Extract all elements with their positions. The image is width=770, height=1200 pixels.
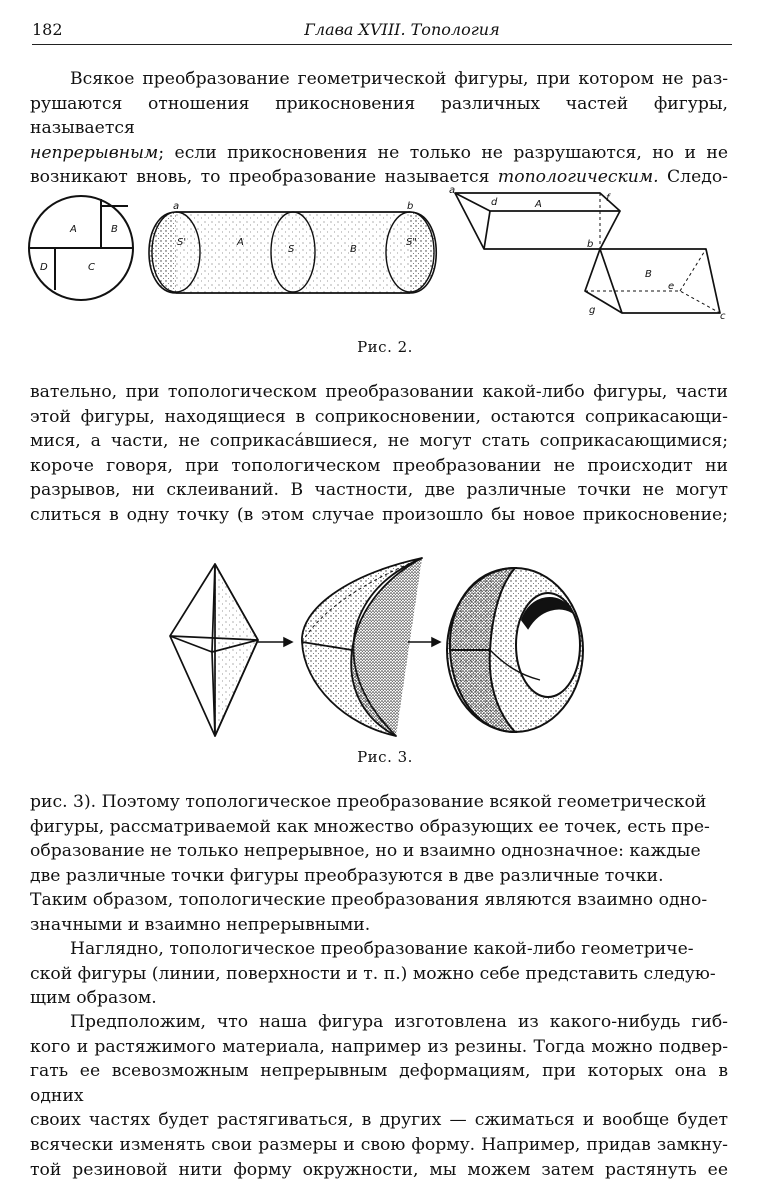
cylinder-label-a: a [173, 201, 180, 212]
figure-2-caption: Рис. 2. [357, 338, 413, 356]
paragraph-3 [30, 790, 728, 938]
page-header [32, 18, 732, 45]
paragraph-3-line: фигуры, рассматриваемой как множество образующих ее точек, есть пре- [30, 816, 710, 837]
octahedron [170, 564, 258, 736]
paragraph-1-line-3: ; если прикосновения не только не разрушаются, но и не [158, 142, 728, 163]
paragraph-1: Всякое преобразование геометрической фигуры, при котором не раз- рушаются отношения прикосновения различных частей фигуры, называется непрерывным; если прикосновения не только не разрушаются, но и не возникают вновь, то преобразование называется топологическим. Следо- [30, 69, 728, 188]
paragraph-5-line: той резиновой нити форму окружности, мы можем затем растянуть ее [30, 1159, 728, 1180]
paragraph-3-line: рис. 3). Поэтому топологическое преобразование всякой геометрической [30, 792, 707, 812]
circle-label-c: C [88, 262, 95, 273]
term-topological: топологическим. [497, 167, 659, 188]
paragraph-5-line: кого и растяжимого материала, например из резины. Тогда можно подвер- [30, 1036, 728, 1057]
running-title: Глава XVIII. Топология [304, 20, 500, 39]
paragraph-2-line: короче говоря, при топологическом преобразовании не происходит ни [30, 455, 728, 476]
paragraph-2-line: этой фигуры, находящиеся в соприкосновении, остаются соприкасающи- [30, 406, 728, 427]
figure-3 [0, 550, 770, 775]
linked-prisms [455, 193, 720, 313]
paragraph-1-line-4: возникают вновь, то преобразование называется [30, 167, 498, 188]
paragraph-2-line: вательно, при топологическом преобразовании какой-либо фигуры, части [30, 382, 728, 402]
figure-3-drawing [0, 550, 770, 750]
paragraph-1-line-2: рушаются отношения прикосновения различных частей фигуры, называется [30, 93, 728, 139]
paragraph-4 [30, 937, 728, 1011]
figure-2 [0, 185, 770, 365]
arrow-icon [408, 638, 440, 646]
divided-circle [29, 196, 133, 300]
circle-label-a: A [70, 224, 77, 235]
page-number: 182 [32, 20, 63, 39]
prism-label-g: g [589, 305, 596, 316]
paragraph-4-line: Наглядно, топологическое преобразование какой-либо геометриче- [70, 939, 694, 959]
prism-label-b: b [587, 239, 594, 250]
paragraph-2-line: мися, а части, не соприкаса́вшиеся, не могут стать соприкасающимися; [30, 431, 728, 452]
paragraph-5-line: Предположим, что наша фигура изготовлена из какого-нибудь гиб- [70, 1012, 728, 1032]
prism-label-a-upper: A [535, 199, 542, 210]
cylinder-label-s: S [288, 244, 295, 255]
paragraph-4-line: щим образом. [30, 988, 157, 1009]
paragraph-2 [30, 380, 728, 528]
cylinder-label-b: b [407, 201, 414, 212]
cylinder-label-s2: S" [406, 237, 417, 248]
paragraph-3-line: Таким образом, топологические преобразования являются взаимно одно- [30, 890, 708, 911]
paragraph-3-line: образование не только непрерывное, но и взаимно однозначное: каждые [30, 841, 701, 862]
figure-2-drawing [0, 185, 770, 325]
circle-label-b: B [111, 224, 118, 235]
prism-label-c: c [720, 311, 726, 322]
paragraph-3-line: две различные точки фигуры преобразуются в две различные точки. [30, 865, 664, 886]
cylinder-label-a-upper: A [237, 237, 244, 248]
prism-label-d: d [491, 197, 498, 208]
term-continuous: непрерывным [30, 142, 159, 163]
torus-shape [447, 568, 583, 732]
arrow-icon [258, 638, 292, 646]
figure-3-caption: Рис. 3. [357, 748, 413, 766]
paragraph-5-line: гать ее всевозможным непрерывным деформациям, при которых она в одних [30, 1061, 728, 1106]
circle-label-d: D [40, 262, 48, 273]
prism-label-f: f [606, 193, 610, 204]
prism-label-e: e [668, 281, 675, 292]
prism-label-a: a [449, 185, 456, 196]
paragraph-4-line: ской фигуры (линии, поверхности и т. п.) можно себе представить следую- [30, 963, 716, 984]
paragraph-1-line-1: Всякое преобразование геометрической фигуры, при котором не раз- [70, 69, 728, 89]
prism-label-b-upper: B [645, 269, 652, 280]
paragraph-5-line: всячески изменять свои размеры и свою форму. Например, придав замкну- [30, 1134, 728, 1155]
paragraph-5 [30, 1010, 728, 1182]
paragraph-2-line: разрывов, ни склеиваний. В частности, две различные точки не могут [30, 480, 728, 501]
cylinder-label-b-upper: B [350, 244, 357, 255]
crescent-shape [302, 558, 422, 736]
cylinder-label-s1: S' [177, 237, 187, 248]
paragraph-5-line: своих частях будет растягиваться, в других — сжиматься и вообще будет [30, 1110, 728, 1131]
paragraph-3-line: значными и взаимно непрерывными. [30, 914, 371, 935]
paragraph-2-line: слиться в одну точку (в этом случае произошло бы новое прикосновение; [30, 504, 728, 525]
